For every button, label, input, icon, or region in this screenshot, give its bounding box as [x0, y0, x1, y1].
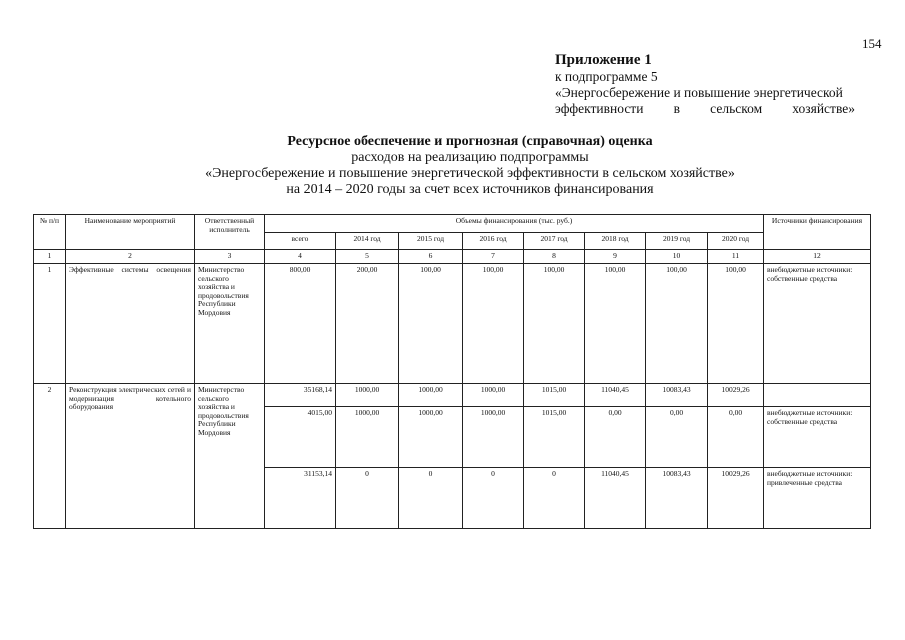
subheader-2016: 2016 год — [463, 232, 524, 250]
amount-2015: 1000,00 — [399, 384, 463, 407]
col-number: 1 — [34, 250, 66, 264]
col-number: 7 — [463, 250, 524, 264]
col-number: 3 — [195, 250, 265, 264]
amount-total: 4015,00 — [265, 407, 336, 468]
amount-2016: 1000,00 — [463, 384, 524, 407]
activity-name: Реконструкция электрических сетей и модернизация котельного оборудования — [66, 384, 195, 529]
header-sources: Источники финансирования — [764, 215, 871, 250]
amount-2020: 10029,26 — [708, 384, 764, 407]
col-number: 9 — [585, 250, 646, 264]
col-number: 10 — [646, 250, 708, 264]
col-number: 12 — [764, 250, 871, 264]
amount-2018: 11040,45 — [585, 384, 646, 407]
amount-2019: 0,00 — [646, 407, 708, 468]
subheader-2019: 2019 год — [646, 232, 708, 250]
heading-line-4: на 2014 – 2020 годы за счет всех источников финансирования — [286, 182, 654, 197]
funding-source: внебюджетные источники: собственные средства — [764, 407, 871, 468]
subheader-2020: 2020 год — [708, 232, 764, 250]
amount-2017: 1015,00 — [524, 384, 585, 407]
amount-2017: 100,00 — [524, 264, 585, 384]
amount-2014: 200,00 — [336, 264, 399, 384]
amount-2015: 1000,00 — [399, 407, 463, 468]
heading-line-3: «Энергосбережение и повышение энергетической эффективности в сельском хозяйстве» — [205, 166, 735, 181]
table-row — [34, 264, 871, 384]
amount-2018: 11040,45 — [585, 468, 646, 529]
amount-2018: 100,00 — [585, 264, 646, 384]
amount-total: 35168,14 — [265, 384, 336, 407]
amount-2017: 0 — [524, 468, 585, 529]
amount-2019: 10083,43 — [646, 384, 708, 407]
col-number: 6 — [399, 250, 463, 264]
amount-total: 800,00 — [265, 264, 336, 384]
funding-source: внебюджетные источники: привлеченные средства — [764, 468, 871, 529]
appendix-line-2: «Энергосбережение и повышение энергетической — [555, 85, 843, 100]
header-executor: Ответственный исполнитель — [195, 215, 265, 250]
col-number: 4 — [265, 250, 336, 264]
amount-total: 31153,14 — [265, 468, 336, 529]
col-number: 2 — [66, 250, 195, 264]
amount-2015: 0 — [399, 468, 463, 529]
subheader-2018: 2018 год — [585, 232, 646, 250]
appendix-line-1: к подпрограмме 5 — [555, 69, 658, 84]
col-number: 8 — [524, 250, 585, 264]
amount-2016: 1000,00 — [463, 407, 524, 468]
subheader-2015: 2015 год — [399, 232, 463, 250]
funding-source: внебюджетные источники: собственные средства — [764, 264, 871, 384]
amount-2014: 1000,00 — [336, 407, 399, 468]
appendix-line-3: эффективности в сельском хозяйстве» — [555, 101, 855, 116]
appendix-title: Приложение 1 — [555, 52, 652, 68]
appendix-block — [555, 52, 855, 117]
heading-line-2: расходов на реализацию подпрограммы — [351, 150, 589, 165]
amount-2018: 0,00 — [585, 407, 646, 468]
funding-source — [764, 384, 871, 407]
amount-2020: 10029,26 — [708, 468, 764, 529]
amount-2017: 1015,00 — [524, 407, 585, 468]
heading-line-1: Ресурсное обеспечение и прогнозная (справочная) оценка — [287, 134, 653, 149]
subheader-total: всего — [265, 232, 336, 250]
amount-2020: 100,00 — [708, 264, 764, 384]
row-number: 2 — [34, 384, 66, 529]
col-number: 11 — [708, 250, 764, 264]
amount-2014: 1000,00 — [336, 384, 399, 407]
col-number: 5 — [336, 250, 399, 264]
row-number: 1 — [34, 264, 66, 384]
table-header-row — [34, 215, 871, 233]
amount-2015: 100,00 — [399, 264, 463, 384]
header-volumes: Объемы финансирования (тыс. руб.) — [265, 215, 764, 233]
table-row — [34, 384, 871, 407]
header-name: Наименование мероприятий — [66, 215, 195, 250]
column-number-row — [34, 250, 871, 264]
header-num: № п/п — [34, 215, 66, 250]
subheader-2014: 2014 год — [336, 232, 399, 250]
activity-name: Эффективные системы освещения — [66, 264, 195, 384]
page-number: 154 — [862, 36, 882, 51]
amount-2019: 10083,43 — [646, 468, 708, 529]
responsible-executor: Министерство сельского хозяйства и продовольствия Республики Мордовия — [195, 384, 265, 529]
amount-2016: 100,00 — [463, 264, 524, 384]
amount-2020: 0,00 — [708, 407, 764, 468]
responsible-executor: Министерство сельского хозяйства и продовольствия Республики Мордовия — [195, 264, 265, 384]
amount-2016: 0 — [463, 468, 524, 529]
subheader-2017: 2017 год — [524, 232, 585, 250]
resource-table — [33, 214, 871, 529]
document-heading — [150, 134, 790, 198]
amount-2019: 100,00 — [646, 264, 708, 384]
amount-2014: 0 — [336, 468, 399, 529]
